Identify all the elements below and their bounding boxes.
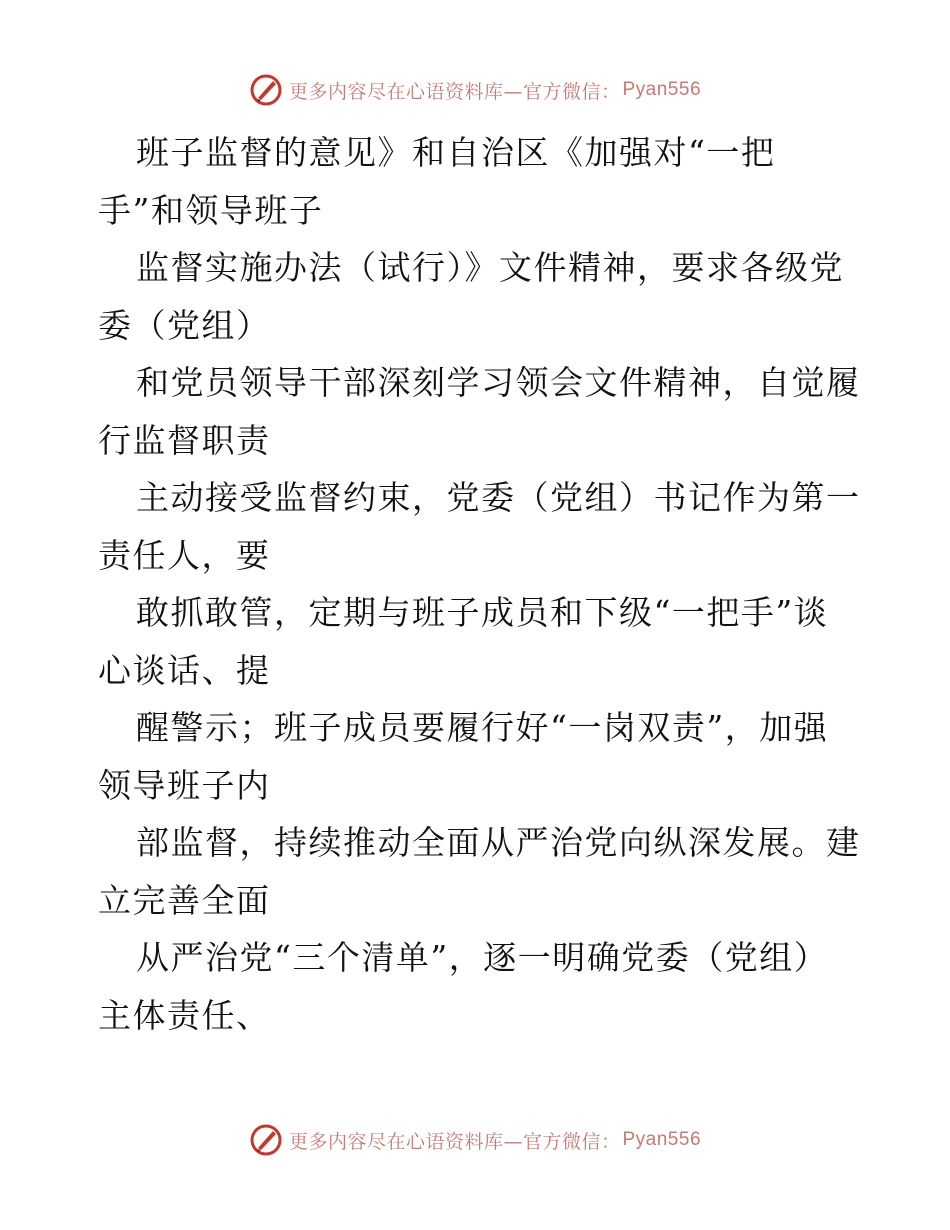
body-line: 监督实施办法（试行）》文件精神，要求各级党 [136, 248, 844, 287]
body-line: 主体责任、 [98, 995, 271, 1035]
body-line: 部监督，持续推动全面从严治党向纵深发展。建 [136, 823, 861, 862]
body-line: 立完善全面 [98, 880, 271, 920]
watermark-account: Pyan556 [622, 79, 702, 100]
body-line: 领导班子内 [98, 765, 271, 805]
quill-logo-icon [249, 73, 283, 107]
body-line: 委（党组） [98, 305, 271, 345]
body-line: 从严治党“三个清单”，逐一明确党委（党组） [136, 938, 829, 977]
header-watermark [0, 70, 950, 110]
body-line: 责任人，要 [98, 535, 271, 575]
body-line: 行监督职责 [98, 420, 271, 460]
footer-watermark [0, 1120, 950, 1160]
watermark-text: 更多内容尽在心语资料库—官方微信： [288, 1130, 621, 1153]
quill-logo-icon [249, 1123, 283, 1157]
body-line: 心谈话、提 [98, 650, 271, 690]
watermark-text: 更多内容尽在心语资料库—官方微信： [288, 80, 621, 103]
body-line: 班子监督的意见》和自治区《加强对“一把 [136, 133, 776, 172]
body-line: 主动接受监督约束，党委（党组）书记作为第一 [136, 478, 861, 517]
watermark-account: Pyan556 [622, 1129, 702, 1150]
body-line: 敢抓敢管，定期与班子成员和下级“一把手”谈 [136, 593, 829, 632]
body-line: 手”和领导班子 [98, 190, 324, 230]
document-body [98, 124, 861, 1044]
body-line: 和党员领导干部深刻学习领会文件精神，自觉履 [136, 363, 861, 402]
body-line: 醒警示；班子成员要履行好“一岗双责”，加强 [136, 708, 829, 747]
